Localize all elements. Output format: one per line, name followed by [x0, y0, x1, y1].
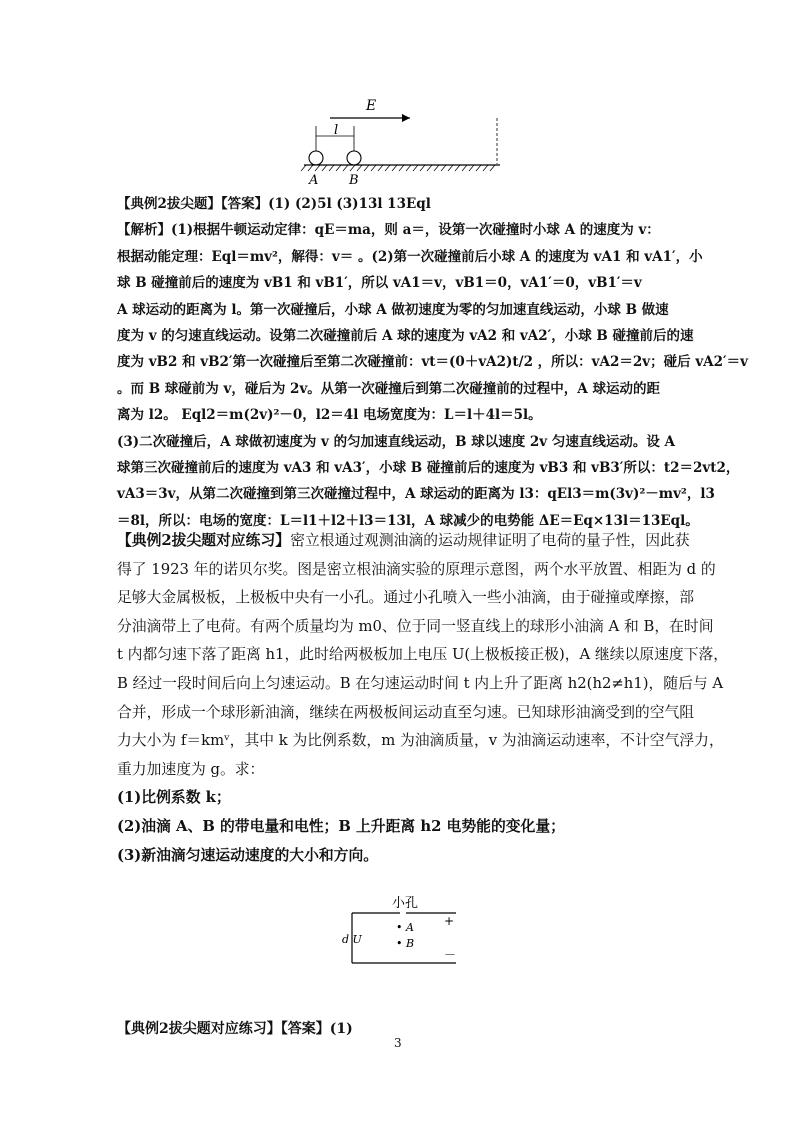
ball-a	[309, 151, 323, 165]
hatch-mark	[455, 165, 460, 171]
page-number: 3	[394, 1036, 402, 1050]
hatch-mark	[427, 165, 432, 171]
field-diagram	[294, 96, 516, 188]
answer-line: 根据动能定理：Eql＝mv²，解得：v＝ 。(2)第一次碰撞前后小球 A 的速度为 vA1 和 vA1′，小	[117, 248, 703, 265]
problem-line: 分油滴带上了电荷。有两个质量均为 m0、位于同一竖直线上的球形小油滴 A 和 B，在时间	[117, 617, 714, 635]
hatch-mark	[350, 165, 355, 171]
problem-line: B 经过一段时间后向上匀速运动。B 在匀速运动时间 t 内上升了距离 h2(h2≠h1)，随后与 A	[117, 674, 724, 692]
question-item: (2)油滴 A、B 的带电量和电性；B 上升距离 h2 电势能的变化量；	[117, 817, 565, 835]
hatch-mark	[385, 165, 390, 171]
hatch-mark	[364, 165, 369, 171]
answer-line: ＝8l，所以：电场的宽度：L＝l1＋l2＋l3＝13l，A 球减少的电势能 ΔE＝Eq×13l＝13Eql。	[117, 512, 699, 529]
hatch-mark	[371, 165, 376, 171]
hatch-mark	[469, 165, 474, 171]
hatch-mark	[336, 165, 341, 171]
problem-tag: 【典例2拔尖题对应练习】	[117, 532, 291, 549]
problem-line: t 内都匀速下落了距离 h1，此时给两极板加上电压 U(上极板接正极)，A 继续以原速度下落，	[117, 646, 729, 664]
hatch-mark	[392, 165, 397, 171]
answer-line: 球第三次碰撞前后的速度为 vA3 和 vA3′，小球 B 碰撞前后的速度为 vB3 和 vB3′所以：t2＝2vt2，	[117, 460, 740, 477]
hatch-mark	[378, 165, 383, 171]
answer-line: vA3＝3v，从第二次碰撞到第三次碰撞过程中，A 球运动的距离为 l3：qEl3＝m(3v)²－mv²，l3	[117, 486, 715, 503]
hatch-mark	[490, 165, 495, 171]
hole-label: 小孔	[392, 896, 419, 911]
answer-line: (3)二次碰撞后，A 球做初速度为 v 的匀加速直线运动，B 球以速度 2v 匀速直线运动。设 A	[117, 433, 676, 450]
plate-side-label: d U	[342, 933, 362, 946]
answer-line: A 球运动的距离为 l。第一次碰撞后，小球 A 做初速度为零的匀加速直线运动，小球 B 做速	[117, 301, 669, 318]
minus-sign: －	[444, 948, 457, 962]
problem-line: 力大小为 f＝kmᵛ，其中 k 为比例系数，m 为油滴质量，v 为油滴运动速率，不计空气浮力，	[117, 732, 724, 750]
drop-a: • A	[396, 921, 414, 934]
hatch-mark	[329, 165, 334, 171]
hatch-mark	[301, 165, 306, 171]
hatch-mark	[483, 165, 488, 171]
ball-b-label: B	[349, 173, 359, 188]
hatch-mark	[343, 165, 348, 171]
distance-label: l	[334, 123, 339, 138]
problem-line: 密立根通过观测油滴的运动规律证明了电荷的量子性，因此获	[290, 532, 690, 549]
answer-line: 离为 l2。 Eql2＝m(2v)²－0，l2＝4l 电场宽度为：L＝l＋4l＝5l。	[117, 407, 542, 424]
field-label: E	[366, 98, 377, 114]
hatch-mark	[448, 165, 453, 171]
oil-drop-diagram	[340, 895, 460, 965]
answer-line: 【典例2拔尖题】【答案】(1) (2)5l (3)13l 13Eql	[117, 196, 431, 212]
answer-block	[117, 191, 748, 534]
hatch-mark	[434, 165, 439, 171]
plus-sign: +	[444, 914, 455, 928]
problem-line: 合并，形成一个球形新油滴，继续在两极板间运动直至匀速。已知球形油滴受到的空气阻	[117, 703, 695, 721]
answer-line: 【解析】(1)根据牛顿运动定律：qE＝ma，则 a＝，设第一次碰撞时小球 A 的速度为 v：	[117, 222, 660, 239]
ball-a-label: A	[309, 173, 319, 188]
problem-line: 重力加速度为 g。求：	[117, 760, 265, 778]
hatch-mark	[406, 165, 411, 171]
hatch-mark	[315, 165, 320, 171]
ground-hatching	[301, 165, 495, 171]
question-item: (1)比例系数 k；	[117, 789, 231, 807]
hatch-mark	[441, 165, 446, 171]
problem-block	[117, 527, 729, 870]
answer-line: 。而 B 球碰前为 v，碰后为 2v。从第一次碰撞后到第二次碰撞前的过程中，A 球运动的距	[117, 380, 660, 397]
hatch-mark	[413, 165, 418, 171]
drop-b: • B	[396, 937, 415, 950]
hatch-mark	[420, 165, 425, 171]
footer-answer: 【典例2拔尖题对应练习】【答案】(1)	[117, 1021, 353, 1037]
question-item: (3)新油滴匀速运动速度的大小和方向。	[117, 846, 379, 864]
problem-line: 得了 1923 年的诺贝尔奖。图是密立根油滴实验的原理示意图，两个水平放置、相距为 d 的	[117, 560, 716, 578]
hatch-mark	[476, 165, 481, 171]
problem-line: 足够大金属极板，上极板中央有一小孔。通过小孔喷入一些小油滴，由于碰撞或摩擦，部	[117, 589, 695, 607]
hatch-mark	[357, 165, 362, 171]
hatch-mark	[308, 165, 313, 171]
hatch-mark	[462, 165, 467, 171]
field-arrowhead	[402, 114, 410, 122]
hatch-mark	[322, 165, 327, 171]
ball-b	[347, 151, 361, 165]
hatch-mark	[399, 165, 404, 171]
answer-line: 度为 vB2 和 vB2′第一次碰撞后至第二次碰撞前：vt＝(0＋vA2)t/2 ，所以：vA2＝2v；碰后 vA2′＝v	[117, 354, 748, 371]
answer-line: 球 B 碰撞前后的速度为 vB1 和 vB1′，所以 vA1＝v，vB1＝0，vA1′＝0，vB1′＝v	[117, 275, 642, 292]
answer-line: 度为 v 的匀速直线运动。设第二次碰撞前后 A 球的速度为 vA2 和 vA2′，小球 B 碰撞前后的速	[117, 328, 694, 345]
